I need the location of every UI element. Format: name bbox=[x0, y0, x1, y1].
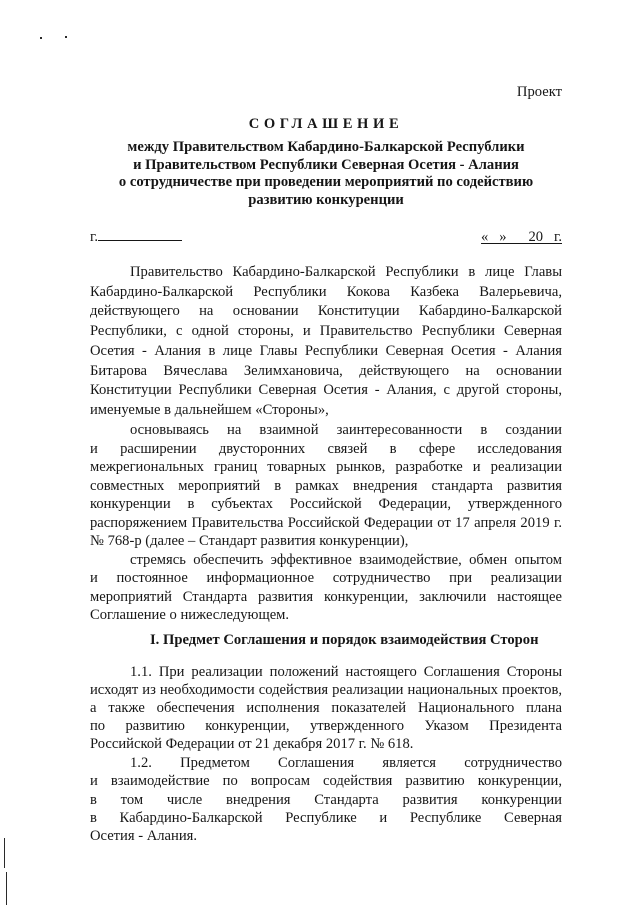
text-line: Конституции Республики Северная Осетия - Алания, с другой стороны, bbox=[90, 382, 562, 399]
subtitle-line: между Правительством Кабардино-Балкарской Республики bbox=[127, 139, 525, 155]
text-line: Соглашение о нижеследующем. bbox=[90, 606, 290, 623]
text-line: Республики, с одной стороны, и Правительство Республики Северная bbox=[90, 323, 562, 340]
text-line: 1.2. Предметом Соглашения является сотрудничество bbox=[130, 755, 562, 771]
text-line: межрегиональных границ товарных рынков, разработке и реализации bbox=[90, 459, 562, 475]
date-field: « » 20 г. bbox=[481, 229, 562, 245]
text-line: Российской Федерации от 21 декабря 2017 г. № 618. bbox=[90, 736, 414, 752]
text-line: Правительство Кабардино-Балкарской Республики в лице Главы bbox=[130, 264, 562, 280]
text-line: исходят из необходимости содействия реализации национальных проектов, bbox=[90, 682, 562, 698]
scan-edge-mark bbox=[4, 838, 5, 868]
document-title: СОГЛАШЕНИЕ bbox=[248, 116, 404, 132]
place-field bbox=[90, 228, 182, 246]
text-line: в Кабардино-Балкарской Республике и Республике Северная bbox=[90, 809, 562, 826]
text-line: стремясь обеспечить эффективное взаимодействие, обмен опытом bbox=[130, 552, 562, 568]
paragraph-preamble-2 bbox=[90, 421, 562, 551]
scan-speck bbox=[65, 36, 67, 38]
text-line: Осетия - Алания. bbox=[90, 828, 198, 844]
text-line: мероприятий Стандарта развития конкуренции, заключили настоящее bbox=[90, 588, 562, 605]
text-line: и расширении двусторонних связей в сфере исследования bbox=[90, 440, 562, 457]
place-blank-line bbox=[98, 228, 182, 241]
paragraph-preamble-3 bbox=[90, 551, 562, 624]
paragraph-clause-1-1 bbox=[90, 663, 562, 753]
text-line: распоряжением Правительства Российской Федерации от 17 апреля 2019 г. bbox=[90, 514, 562, 531]
paragraph-preamble-1 bbox=[90, 263, 562, 421]
section-heading: I. Предмет Соглашения и порядок взаимодействия Сторон bbox=[150, 632, 539, 648]
text-line: № 768-р (далее – Стандарт развития конкуренции), bbox=[90, 533, 409, 549]
place-prefix: г. bbox=[90, 229, 98, 245]
text-line: именуемые в дальнейшем «Стороны», bbox=[90, 401, 329, 418]
text-line: Осетия - Алания в лице Главы Республики Северная Осетия - Алания bbox=[90, 342, 562, 359]
scan-speck bbox=[40, 37, 42, 39]
subtitle-line: и Правительством Республики Северная Осетия - Алания bbox=[133, 156, 519, 173]
draft-label: Проект bbox=[516, 84, 562, 100]
text-line: и постоянное информационное сотрудничество при реализации bbox=[90, 570, 562, 587]
text-line: по развитию конкуренции, утвержденного Указом Президента bbox=[90, 718, 562, 734]
text-line: а также обеспечения исполнения показателей Национального плана bbox=[90, 700, 562, 716]
text-line: действующего на основании Конституции Кабардино-Балкарской bbox=[90, 303, 562, 320]
text-line: совместных мероприятий в рамках внедрения стандарта развития bbox=[90, 477, 562, 494]
text-line: Битарова Вячеслава Зелимхановича, действующего на основании bbox=[90, 362, 562, 379]
subtitle-line: о сотрудничестве при проведении мероприятий по содействию bbox=[118, 174, 534, 191]
document-subtitle bbox=[90, 139, 562, 210]
paragraph-clause-1-2 bbox=[90, 754, 562, 845]
text-line: основываясь на взаимной заинтересованности в создании bbox=[130, 422, 562, 438]
text-line: в том числе внедрения Стандарта развития конкуренции bbox=[90, 791, 562, 808]
text-line: Кабардино-Балкарской Республики Кокова Казбека Валерьевича, bbox=[90, 283, 562, 300]
subtitle-line: развитию конкуренции bbox=[248, 192, 404, 209]
text-line: и взаимодействие по вопросам содействия развитию конкуренции, bbox=[90, 773, 562, 790]
scan-edge-mark bbox=[6, 872, 7, 905]
text-line: конкуренции в субъектах Российской Федерации, утвержденного bbox=[90, 496, 562, 512]
text-line: 1.1. При реализации положений настоящего Соглашения Стороны bbox=[130, 664, 562, 680]
